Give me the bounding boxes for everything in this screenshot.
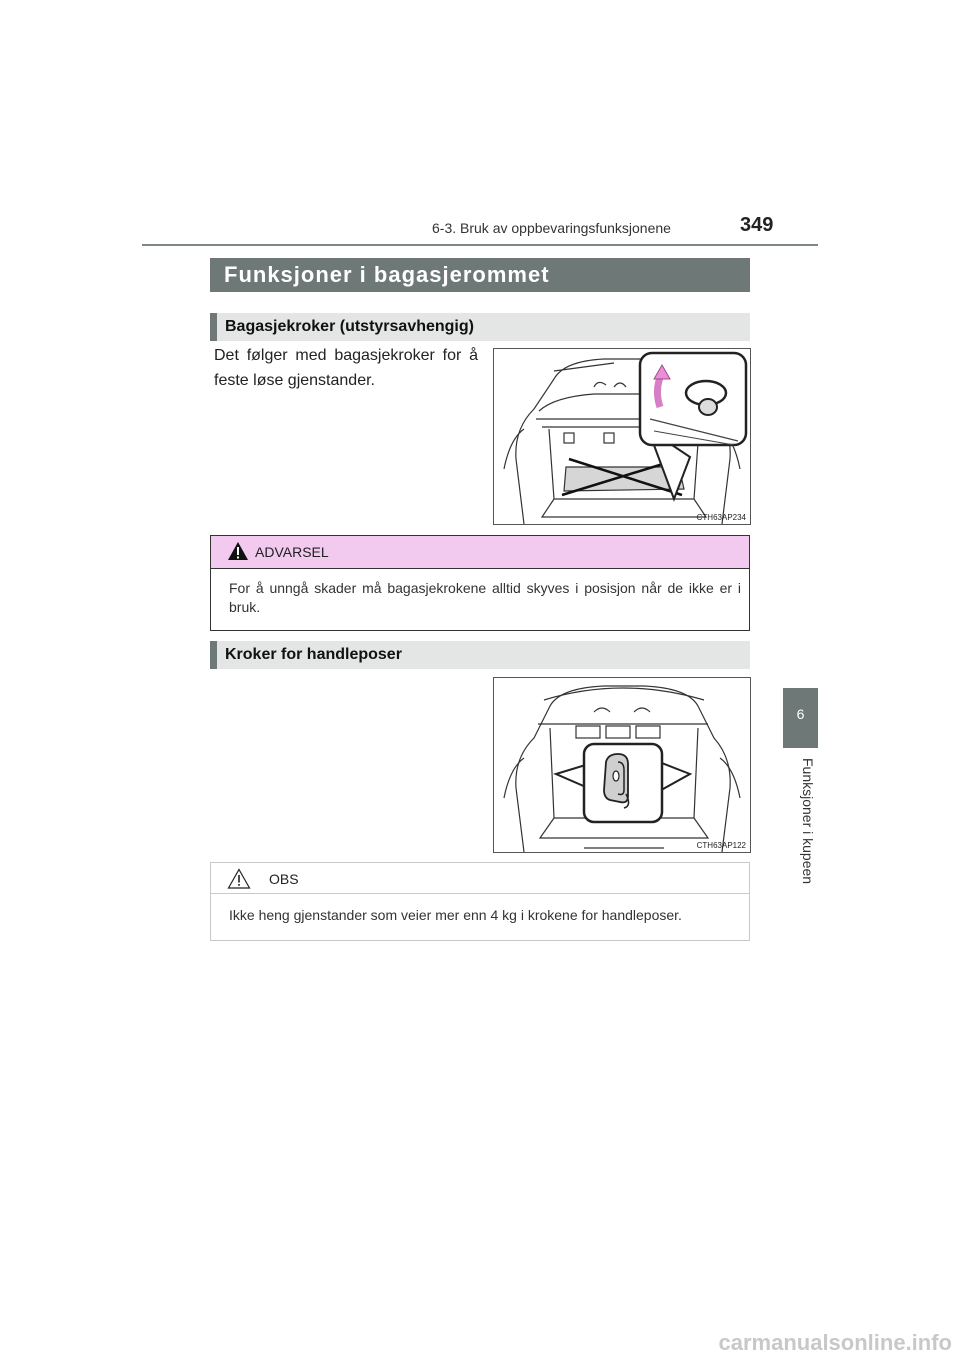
warning-text: For å unngå skader må bagasjekrokene alltid skyves i posisjon når de ikke er i bruk.	[229, 580, 741, 615]
chapter-number: 6	[796, 706, 805, 722]
section-heading-luggage-hooks: Bagasjekroker (utstyrsavhengig)	[210, 313, 750, 341]
warning-title: ADVARSEL	[255, 544, 329, 560]
notice-box	[210, 862, 750, 941]
section-heading-shopping-bag-hooks: Kroker for handleposer	[210, 641, 750, 669]
trunk-illustration-2	[494, 678, 750, 852]
chapter-label: Funksjoner i kupeen	[800, 758, 816, 885]
page-title: Funksjoner i bagasjerommet	[210, 258, 750, 292]
image-code: CTH63AP122	[696, 841, 746, 850]
shopping-bag-hooks-illustration	[493, 677, 751, 853]
watermark: carmanualsonline.info	[718, 1330, 952, 1355]
page-number: 349	[740, 214, 774, 236]
header-divider	[142, 244, 818, 246]
image-code: CTH63AP234	[696, 513, 746, 522]
notice-header	[211, 863, 749, 894]
luggage-hooks-illustration	[493, 348, 751, 525]
notice-text: Ikke heng gjenstander som veier mer enn 4 kg i krokene for handleposer.	[229, 907, 682, 923]
notice-title: OBS	[269, 871, 299, 887]
warning-icon	[227, 541, 249, 566]
running-header: 6-3. Bruk av oppbevaringsfunksjonene	[432, 220, 671, 236]
trunk-illustration-1	[494, 349, 750, 524]
luggage-hooks-description: Det følger med bagasjekroker for å feste løse gjenstander.	[214, 347, 478, 389]
bag-hook-callout	[556, 744, 690, 822]
warning-header	[211, 536, 749, 569]
caution-icon	[227, 868, 251, 894]
warning-box	[210, 535, 750, 631]
